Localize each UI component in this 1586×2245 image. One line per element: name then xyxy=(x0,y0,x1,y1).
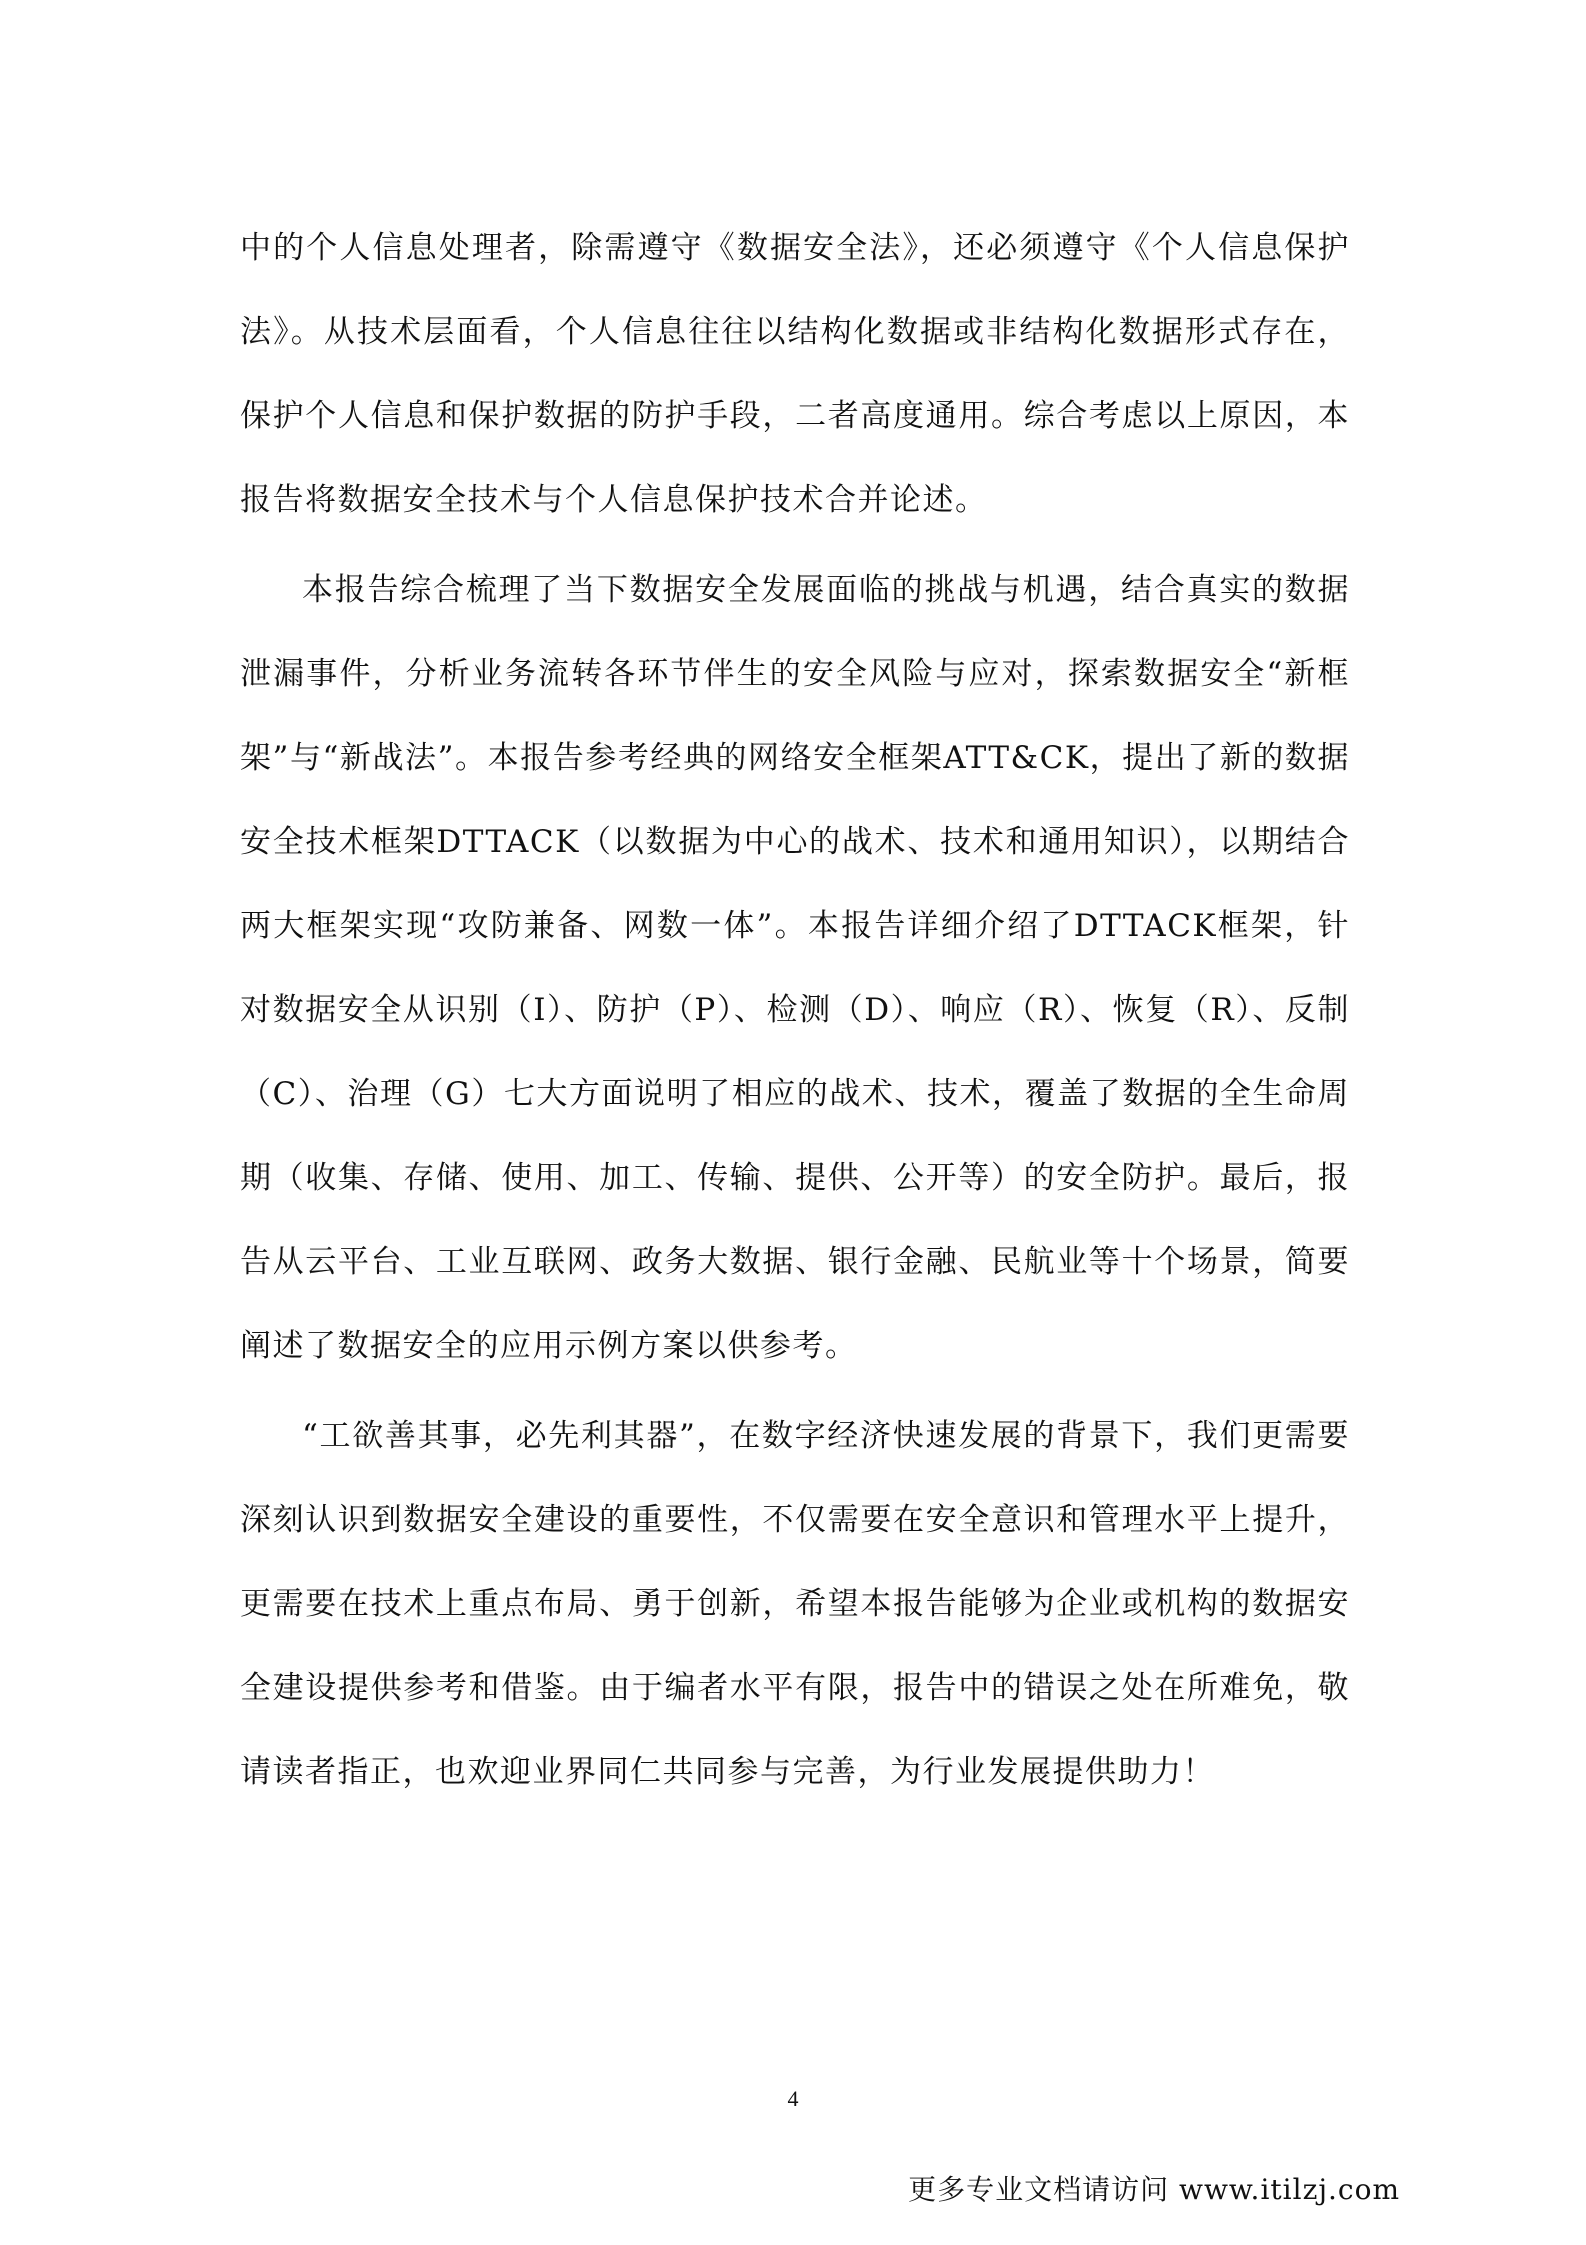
page-number: 4 xyxy=(787,2086,799,2111)
paragraph-report-overview: 本报告综合梳理了当下数据安全发展面临的挑战与机遇，结合真实的数据泄漏事件，分析业务流转各环节伴生的安全风险与应对，探索数据安全“新框架”与“新战法”。本报告参考经典的网络安全框架ATT&CK，提出了新的数据安全技术框架DTTACK（以数据为中心的战术、技术和通用知识），以期结合两大框架实现“攻防兼备、网数一体”。本报告详细介绍了DTTACK框架，针对数据安全从识别（I）、防护（P）、检测（D）、响应（R）、恢复（R）、反制（C）、治理（G）七大方面说明了相应的战术、技术，覆盖了数据的全生命周期（收集、存储、使用、加工、传输、提供、公开等）的安全防护。最后，报告从云平台、工业互联网、政务大数据、银行金融、民航业等十个场景，简要阐述了数据安全的应用示例方案以供参考。 xyxy=(240,572,1350,1364)
document-body xyxy=(240,206,1350,1814)
footer-website-note: 更多专业文档请访问 www.itilzj.com xyxy=(908,2173,1400,2206)
paragraph-continuation: 中的个人信息处理者，除需遵守《数据安全法》，还必须遵守《个人信息保护法》。从技术层面看，个人信息往往以结构化数据或非结构化数据形式存在，保护个人信息和保护数据的防护手段，二者高度通用。综合考虑以上原因，本报告将数据安全技术与个人信息保护技术合并论述。 xyxy=(240,230,1350,518)
paragraph-closing: “工欲善其事，必先利其器”，在数字经济快速发展的背景下，我们更需要深刻认识到数据安全建设的重要性，不仅需要在安全意识和管理水平上提升，更需要在技术上重点布局、勇于创新，希望本报告能够为企业或机构的数据安全建设提供参考和借鉴。由于编者水平有限，报告中的错误之处在所难免，敬请读者指正，也欢迎业界同仁共同参与完善，为行业发展提供助力！ xyxy=(240,1418,1350,1790)
